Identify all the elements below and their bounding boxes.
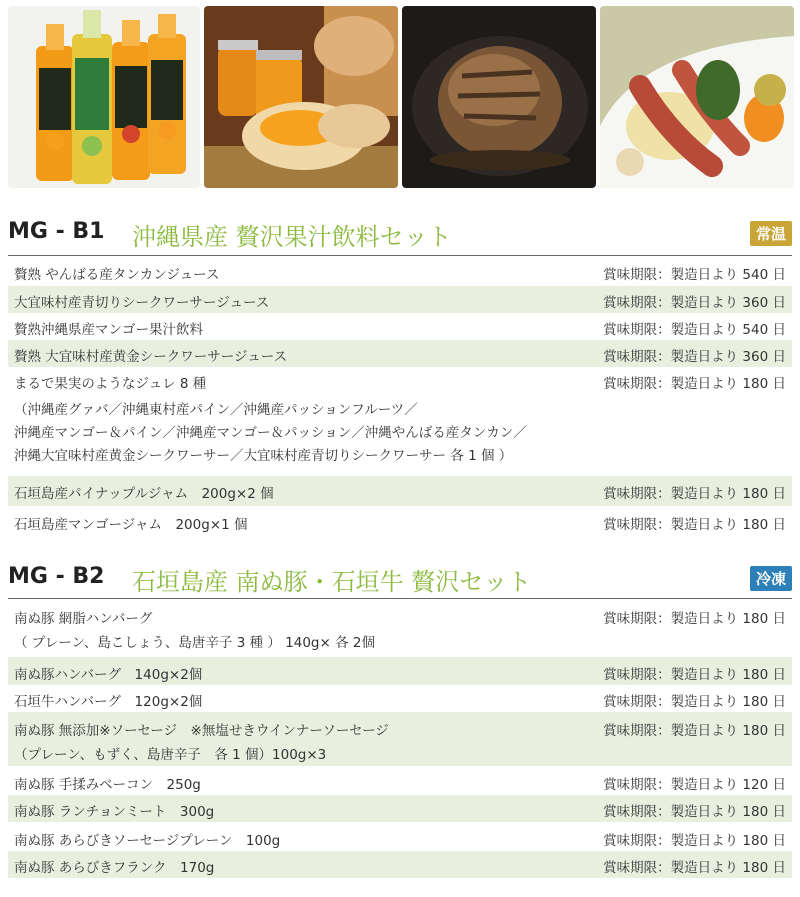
- table-row: [8, 340, 792, 367]
- table-row: [8, 506, 792, 536]
- hamburger-photo: [402, 6, 596, 188]
- section-b1-header: [8, 215, 792, 249]
- juice-bottles-photo: [8, 6, 200, 188]
- set-title: 沖縄県産 贅沢果汁飲料セット: [132, 223, 452, 251]
- item-name: 贅熟 やんばる産タンカンジュース: [14, 267, 220, 283]
- photo-strip: [0, 0, 800, 190]
- table-row: [8, 766, 792, 795]
- item-name: 南ぬ豚 あらびきソーセージプレーン 100g: [14, 833, 281, 849]
- set-code: MG - B2: [8, 564, 105, 589]
- item-expiry: 賞味期限：製造日より 540 日: [603, 322, 786, 338]
- item-expiry: 賞味期限：製造日より 180 日: [603, 486, 786, 502]
- item-expiry: 賞味期限：製造日より 180 日: [603, 611, 786, 627]
- item-expiry: 賞味期限：製造日より 180 日: [603, 804, 786, 820]
- item-detail: 沖縄大宜味村産黄金シークワーサー／大宜味村産青切りシークワーサー 各 1 個 ）: [14, 448, 513, 464]
- table-row: [8, 685, 792, 712]
- table-row: [8, 256, 792, 286]
- item-name: 南ぬ豚 あらびきフランク 170g: [14, 860, 215, 876]
- storage-badge: 冷凍: [750, 566, 792, 591]
- item-name: 石垣牛ハンバーグ 120g×2個: [14, 694, 203, 710]
- table-row: [8, 476, 792, 506]
- item-detail: （沖縄産グァバ／沖縄東村産パイン／沖縄産パッションフルーツ／: [14, 402, 418, 418]
- table-row: [8, 286, 792, 313]
- item-expiry: 賞味期限：製造日より 360 日: [603, 349, 786, 365]
- item-name: 贅熟 大宜味村産黄金シークワーサージュース: [14, 349, 288, 365]
- table-row: [8, 367, 792, 476]
- table-row: [8, 657, 792, 685]
- storage-badge: 常温: [750, 221, 792, 246]
- item-expiry: 賞味期限：製造日より 180 日: [603, 833, 786, 849]
- table-row: [8, 795, 792, 822]
- table-row: [8, 712, 792, 766]
- item-name: 石垣島産マンゴージャム 200g×1 個: [14, 517, 248, 533]
- item-name: 南ぬ豚 ランチョンミート 300g: [14, 804, 215, 820]
- section-b2-header: [8, 560, 792, 594]
- table-row: [8, 313, 792, 340]
- table-row: [8, 822, 792, 851]
- item-name: 南ぬ豚 手揉みベーコン 250g: [14, 777, 201, 793]
- item-expiry: 賞味期限：製造日より 120 日: [603, 777, 786, 793]
- item-expiry: 賞味期限：製造日より 180 日: [603, 860, 786, 876]
- item-name: 南ぬ豚ハンバーグ 140g×2個: [14, 667, 203, 683]
- table-row: [8, 599, 792, 657]
- table-row: [8, 851, 792, 878]
- item-expiry: 賞味期限：製造日より 360 日: [603, 295, 786, 311]
- item-name: 南ぬ豚 無添加※ソーセージ ※無塩せきウインナーソーセージ: [14, 723, 389, 739]
- set-title: 石垣島産 南ぬ豚・石垣牛 贅沢セット: [132, 568, 532, 596]
- item-name: 石垣島産パイナップルジャム 200g×2 個: [14, 486, 274, 502]
- item-expiry: 賞味期限：製造日より 180 日: [603, 723, 786, 739]
- item-name: 贅熟沖縄県産マンゴー果汁飲料: [14, 322, 203, 338]
- item-name: 南ぬ豚 網脂ハンバーグ: [14, 611, 153, 627]
- item-expiry: 賞味期限：製造日より 180 日: [603, 376, 786, 392]
- section-b1-table: [8, 255, 792, 536]
- item-detail: （ プレーン、島こしょう、島唐辛子 3 種 ） 140g× 各 2個: [14, 635, 375, 651]
- item-expiry: 賞味期限：製造日より 180 日: [603, 694, 786, 710]
- item-expiry: 賞味期限：製造日より 540 日: [603, 267, 786, 283]
- sausage-plate-photo: [600, 6, 794, 188]
- section-b2-table: [8, 598, 792, 878]
- set-code: MG - B1: [8, 219, 105, 244]
- item-expiry: 賞味期限：製造日より 180 日: [603, 667, 786, 683]
- item-expiry: 賞味期限：製造日より 180 日: [603, 517, 786, 533]
- item-name: 大宜味村産青切りシークワーサージュース: [14, 295, 270, 311]
- jam-bread-photo: [204, 6, 398, 188]
- item-name: まるで果実のようなジュレ 8 種: [14, 376, 207, 392]
- item-detail: （プレーン、もずく、島唐辛子 各 1 個）100g×3: [14, 747, 327, 763]
- item-detail: 沖縄産マンゴー＆パイン／沖縄産マンゴー＆パッション／沖縄やんばる産タンカン／: [14, 425, 527, 441]
